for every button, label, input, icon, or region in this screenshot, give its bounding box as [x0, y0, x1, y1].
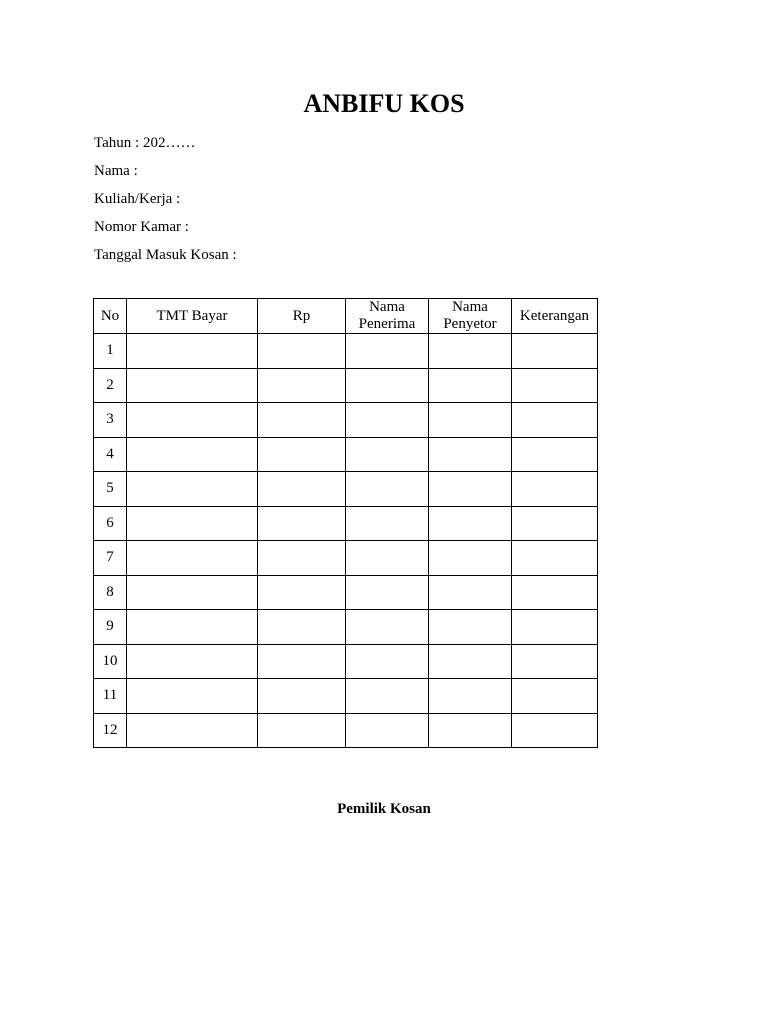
- table-body: [94, 334, 598, 748]
- cell-tmt-bayar: [127, 368, 258, 403]
- cell-no: 4: [94, 437, 127, 472]
- cell-nama-penyetor: [429, 368, 512, 403]
- table-row: [94, 334, 598, 369]
- cell-keterangan: [512, 437, 598, 472]
- cell-nama-penyetor: [429, 541, 512, 576]
- cell-keterangan: [512, 368, 598, 403]
- table-row: [94, 368, 598, 403]
- cell-nama-penerima: [346, 679, 429, 714]
- table-row: [94, 644, 598, 679]
- cell-rp: [258, 679, 346, 714]
- field-tanggal-masuk: Tanggal Masuk Kosan :: [94, 247, 237, 263]
- cell-nama-penyetor: [429, 437, 512, 472]
- cell-keterangan: [512, 644, 598, 679]
- cell-tmt-bayar: [127, 644, 258, 679]
- cell-keterangan: [512, 679, 598, 714]
- cell-nama-penyetor: [429, 679, 512, 714]
- cell-nama-penerima: [346, 368, 429, 403]
- cell-nama-penerima: [346, 506, 429, 541]
- cell-no: 7: [94, 541, 127, 576]
- cell-tmt-bayar: [127, 679, 258, 714]
- cell-nama-penerima: [346, 644, 429, 679]
- cell-keterangan: [512, 541, 598, 576]
- cell-rp: [258, 541, 346, 576]
- cell-tmt-bayar: [127, 541, 258, 576]
- cell-tmt-bayar: [127, 610, 258, 645]
- cell-rp: [258, 713, 346, 748]
- cell-keterangan: [512, 575, 598, 610]
- table-row: [94, 541, 598, 576]
- cell-no: 1: [94, 334, 127, 369]
- cell-tmt-bayar: [127, 575, 258, 610]
- header-nama-penyetor-line2: Penyetor: [443, 316, 497, 332]
- cell-rp: [258, 334, 346, 369]
- cell-nama-penerima: [346, 610, 429, 645]
- cell-keterangan: [512, 403, 598, 438]
- cell-keterangan: [512, 472, 598, 507]
- header-nama-penerima: [346, 299, 429, 334]
- header-nama-penyetor-line1: Nama: [452, 299, 488, 315]
- table-row: [94, 472, 598, 507]
- header-nama-penerima-line1: Nama: [369, 299, 405, 315]
- cell-keterangan: [512, 713, 598, 748]
- field-kuliah-kerja: Kuliah/Kerja :: [94, 191, 181, 207]
- cell-tmt-bayar: [127, 334, 258, 369]
- header-tmt-bayar: TMT Bayar: [127, 299, 258, 334]
- cell-nama-penyetor: [429, 506, 512, 541]
- cell-nama-penerima: [346, 403, 429, 438]
- cell-no: 11: [94, 679, 127, 714]
- cell-rp: [258, 575, 346, 610]
- table-row: [94, 506, 598, 541]
- cell-rp: [258, 506, 346, 541]
- cell-nama-penerima: [346, 575, 429, 610]
- cell-tmt-bayar: [127, 506, 258, 541]
- cell-no: 5: [94, 472, 127, 507]
- cell-rp: [258, 403, 346, 438]
- cell-nama-penyetor: [429, 334, 512, 369]
- cell-nama-penerima: [346, 713, 429, 748]
- table-row: [94, 403, 598, 438]
- cell-keterangan: [512, 334, 598, 369]
- cell-keterangan: [512, 610, 598, 645]
- cell-nama-penerima: [346, 334, 429, 369]
- cell-tmt-bayar: [127, 403, 258, 438]
- cell-nama-penerima: [346, 541, 429, 576]
- cell-nama-penyetor: [429, 575, 512, 610]
- cell-rp: [258, 437, 346, 472]
- header-nama-penerima-line2: Penerima: [358, 316, 416, 332]
- cell-rp: [258, 472, 346, 507]
- payment-table: [93, 298, 598, 748]
- cell-nama-penerima: [346, 472, 429, 507]
- cell-keterangan: [512, 506, 598, 541]
- cell-no: 9: [94, 610, 127, 645]
- cell-nama-penerima: [346, 437, 429, 472]
- field-nama: Nama :: [94, 163, 138, 179]
- cell-tmt-bayar: [127, 437, 258, 472]
- cell-rp: [258, 610, 346, 645]
- signature-label: Pemilik Kosan: [337, 801, 431, 817]
- table-row: [94, 679, 598, 714]
- cell-rp: [258, 368, 346, 403]
- table-header-row: [94, 299, 598, 334]
- identity-fields: [94, 129, 237, 269]
- cell-no: 3: [94, 403, 127, 438]
- cell-rp: [258, 644, 346, 679]
- table-row: [94, 575, 598, 610]
- cell-nama-penyetor: [429, 610, 512, 645]
- cell-no: 8: [94, 575, 127, 610]
- cell-nama-penyetor: [429, 713, 512, 748]
- header-keterangan: Keterangan: [512, 299, 598, 334]
- table-row: [94, 610, 598, 645]
- cell-no: 10: [94, 644, 127, 679]
- header-no: No: [94, 299, 127, 334]
- document-title: ANBIFU KOS: [303, 89, 465, 118]
- table-row: [94, 437, 598, 472]
- header-nama-penyetor: [429, 299, 512, 334]
- header-rp: Rp: [258, 299, 346, 334]
- cell-tmt-bayar: [127, 472, 258, 507]
- cell-nama-penyetor: [429, 644, 512, 679]
- cell-nama-penyetor: [429, 403, 512, 438]
- cell-no: 6: [94, 506, 127, 541]
- cell-no: 12: [94, 713, 127, 748]
- cell-no: 2: [94, 368, 127, 403]
- cell-tmt-bayar: [127, 713, 258, 748]
- field-tahun: Tahun : 202……: [94, 135, 196, 151]
- cell-nama-penyetor: [429, 472, 512, 507]
- field-nomor-kamar: Nomor Kamar :: [94, 219, 189, 235]
- table-row: [94, 713, 598, 748]
